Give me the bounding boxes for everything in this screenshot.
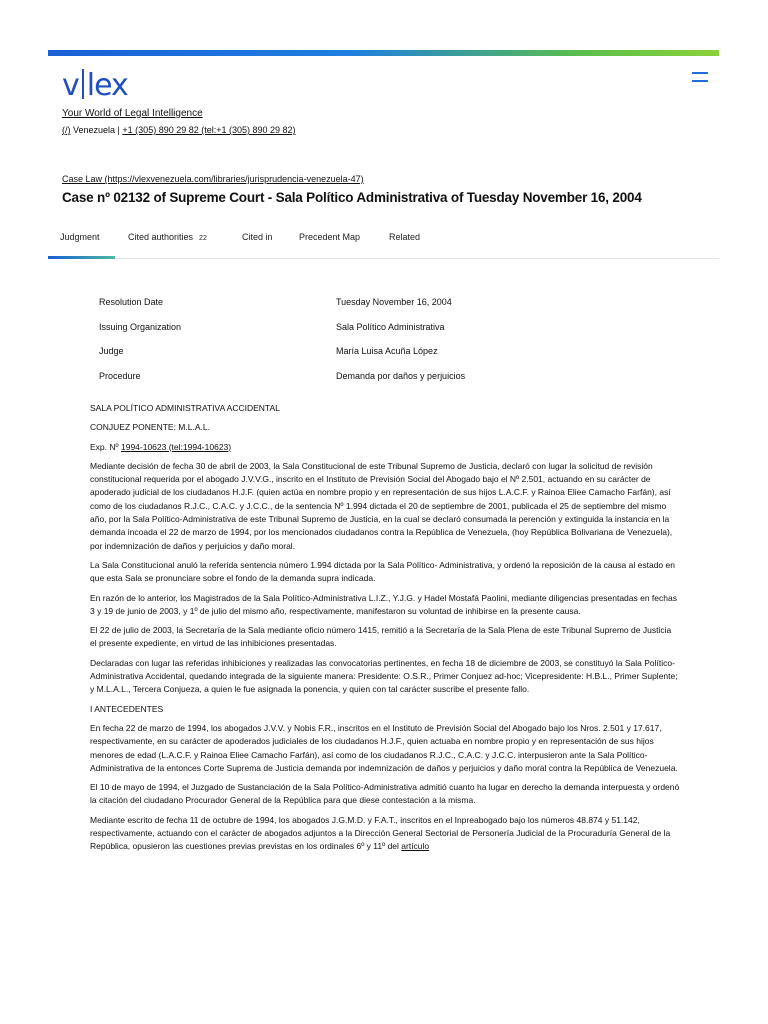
paragraph-text: Exp. Nº: [90, 441, 121, 452]
section-heading: I ANTECEDENTES: [90, 703, 164, 714]
logo-divider: [82, 69, 84, 99]
tab-label: Related: [389, 232, 421, 242]
article-link[interactable]: artículo: [401, 841, 430, 852]
meta-value: María Luisa Acuña López: [336, 346, 438, 356]
meta-row: [99, 297, 659, 322]
logo-right: lex: [86, 68, 128, 103]
tab-count-badge: 22: [199, 235, 207, 242]
paragraph: Mediante decisión de fecha 30 de abril de 2003, la Sala Constitucional de este Tribunal Supremo de Justicia, declaró con lugar la solicitud de revisión constitucional requerida por el abogado J.V.V.G., inscrito en el Instituto de Previsión Social del Abogado bajo el Nº 2.501, actuando en su carácter de apoderado judicial de los ciudadanos H.J.F. (quien actúa en nombre propio y en representación de sus hijos L.A.C.F. y Rainoa Eliee Camacho Farfán), así como de los ciudadanos R.J.C., C.A.C. y J.C.C., de la sentencia Nº 1.994 dictada el 20 de septiembre de 2001, publicada el 25 de septiembre del mismo año, por la Sala Político-Administrativa de este Tribunal Supremo de Justicia, en la cual se declaró consumada la perención y extinguida la instancia en la demanda incoada el 22 de marzo de 1994, por los mencionados ciudadanos contra la República de Venezuela, (hoy República Bolivariana de Venezuela), por indemnización de daños y perjuicios y daño moral.: [90, 460, 673, 551]
home-link[interactable]: (/): [62, 125, 71, 135]
country-label: Venezuela |: [73, 125, 120, 135]
phone-link[interactable]: +1 (305) 890 29 82 (tel:+1 (305) 890 29 82): [122, 125, 296, 135]
paragraph-text: Mediante escrito de fecha 11 de octubre de 1994, los abogados J.G.M.D. y F.A.T., inscritos en el Inpreabogado bajo los números 48.874 y 51.142, respectivamente, actuando con el carácter de abogados adjuntos a la Dirección General Sectorial de Personería Judicial de la Procuraduría General de la República, opusieron las cuestiones previas previstas en los ordinales 6º y 11º del: [90, 814, 671, 852]
tagline-link[interactable]: Your World of Legal Intelligence: [62, 108, 203, 119]
meta-row: [99, 371, 659, 396]
tab-judgment[interactable]: [60, 232, 100, 242]
meta-value: Sala Político Administrativa: [336, 321, 445, 332]
logo-left: v: [62, 68, 79, 103]
paragraph: CONJUEZ PONENTE: M.L.A.L.: [90, 422, 210, 433]
meta-key: Judge: [99, 346, 124, 356]
tab-label: Judgment: [60, 232, 100, 242]
tab-label: Cited authorities: [128, 232, 194, 242]
meta-value: Demanda por daños y perjuicios: [336, 370, 466, 381]
paragraph: En fecha 22 de marzo de 1994, los abogados J.V.V. y Nobis F.R., inscritos en el Instituto de Previsión Social del Abogado bajo los Nros. 2.501 y 17.617, respectivamente, en su carácter de apoderados judiciales de los ciudadanos H.J.F., quien actuaba en nombre propio y en representación de sus hijos menores de edad (L.A.C.F. y Rainoa Eliee Camacho Farfán), así como de los ciudadanos R.J.C., C.A.C. y J.C.C. interpusieron ante la Sala Político-Administrativa de la entonces Corte Suprema de Justicia demanda por indemnización de daños y perjuicios y daño moral contra la República de Venezuela.: [90, 722, 678, 773]
paragraph: La Sala Constitucional anuló la referida sentencia número 1.994 dictada por la Sala Político- Administrativa, y ordenó la reposición de la causa al estado en que esta Sala se pronunciare sobre el fondo de la demanda supra indicada.: [90, 559, 675, 584]
tab-cited-authorities[interactable]: [128, 232, 207, 242]
meta-key: Resolution Date: [99, 297, 164, 307]
tab-label: Cited in: [242, 232, 273, 242]
paragraph: El 10 de mayo de 1994, el Juzgado de Sustanciación de la Sala Político-Administrativa admitió cuanto ha lugar en derecho la demanda interpuesta y ordenó la citación del ciudadano Procurador General de la República para que diese contestación a la misma.: [90, 782, 680, 806]
tab-bar: [48, 226, 719, 259]
contact-line: [62, 125, 722, 135]
judgment-text: [90, 402, 680, 860]
expediente-link[interactable]: 1994-10623 (tel:1994-10623): [120, 441, 232, 452]
tab-related[interactable]: [389, 232, 420, 242]
site-header: [62, 68, 722, 135]
meta-key: Issuing Organization: [99, 321, 182, 332]
vlex-logo[interactable]: [62, 68, 722, 104]
page-title: Case nº 02132 of Supreme Court - Sala Político Administrativa of Tuesday November 16, 2004: [62, 190, 642, 205]
breadcrumb[interactable]: Case Law (https://vlexvenezuela.com/libraries/jurisprudencia-venezuela-47): [62, 174, 364, 184]
paragraph: [90, 814, 680, 854]
paragraph: SALA POLÍTICO ADMINISTRATIVA ACCIDENTAL: [90, 403, 280, 413]
meta-key: Procedure: [99, 370, 141, 381]
meta-value: Tuesday November 16, 2004: [336, 297, 452, 307]
tab-label: Precedent Map: [299, 232, 361, 242]
meta-row: [99, 322, 659, 347]
active-tab-indicator: [48, 256, 115, 259]
paragraph: En razón de lo anterior, los Magistrados de la Sala Político-Administrativa L.I.Z., Y.J.G. y Hadel Mostafá Paolini, mediante diligencias presentadas en fechas 3 y 19 de junio de 2003, y 1º de julio del mismo año, respectivamente, manifestaron su voluntad de inhibirse en la presente causa.: [90, 592, 677, 616]
meta-row: [99, 346, 659, 371]
case-metadata: [99, 297, 659, 395]
paragraph: El 22 de julio de 2003, la Secretaría de la Sala mediante oficio número 1415, remitió a la Secretaría de la Sala Plena de este Tribunal Supremo de Justicia el presente expediente, en virtud de las inhibiciones presentadas.: [90, 625, 672, 649]
paragraph: [90, 441, 680, 454]
paragraph: Declaradas con lugar las referidas inhibiciones y realizadas las convocatorias pertinentes, en fecha 18 de diciembre de 2003, se constituyó la Sala Político-Administrativa Accidental, quedando integrada de la siguiente manera: Presidente: O.S.R., Primer Conjuez ad-hoc; Vicepresidente: H.B.L., Primer Suplente; y M.L.A.L., Tercera Conjueza, a quien le fue asignada la ponencia, y quien con tal carácter suscribe el presente fallo.: [90, 657, 678, 695]
top-accent-bar: [48, 50, 719, 56]
tab-cited-in[interactable]: [242, 232, 273, 242]
hamburger-menu-icon[interactable]: [692, 72, 708, 88]
tab-precedent-map[interactable]: [299, 232, 360, 242]
